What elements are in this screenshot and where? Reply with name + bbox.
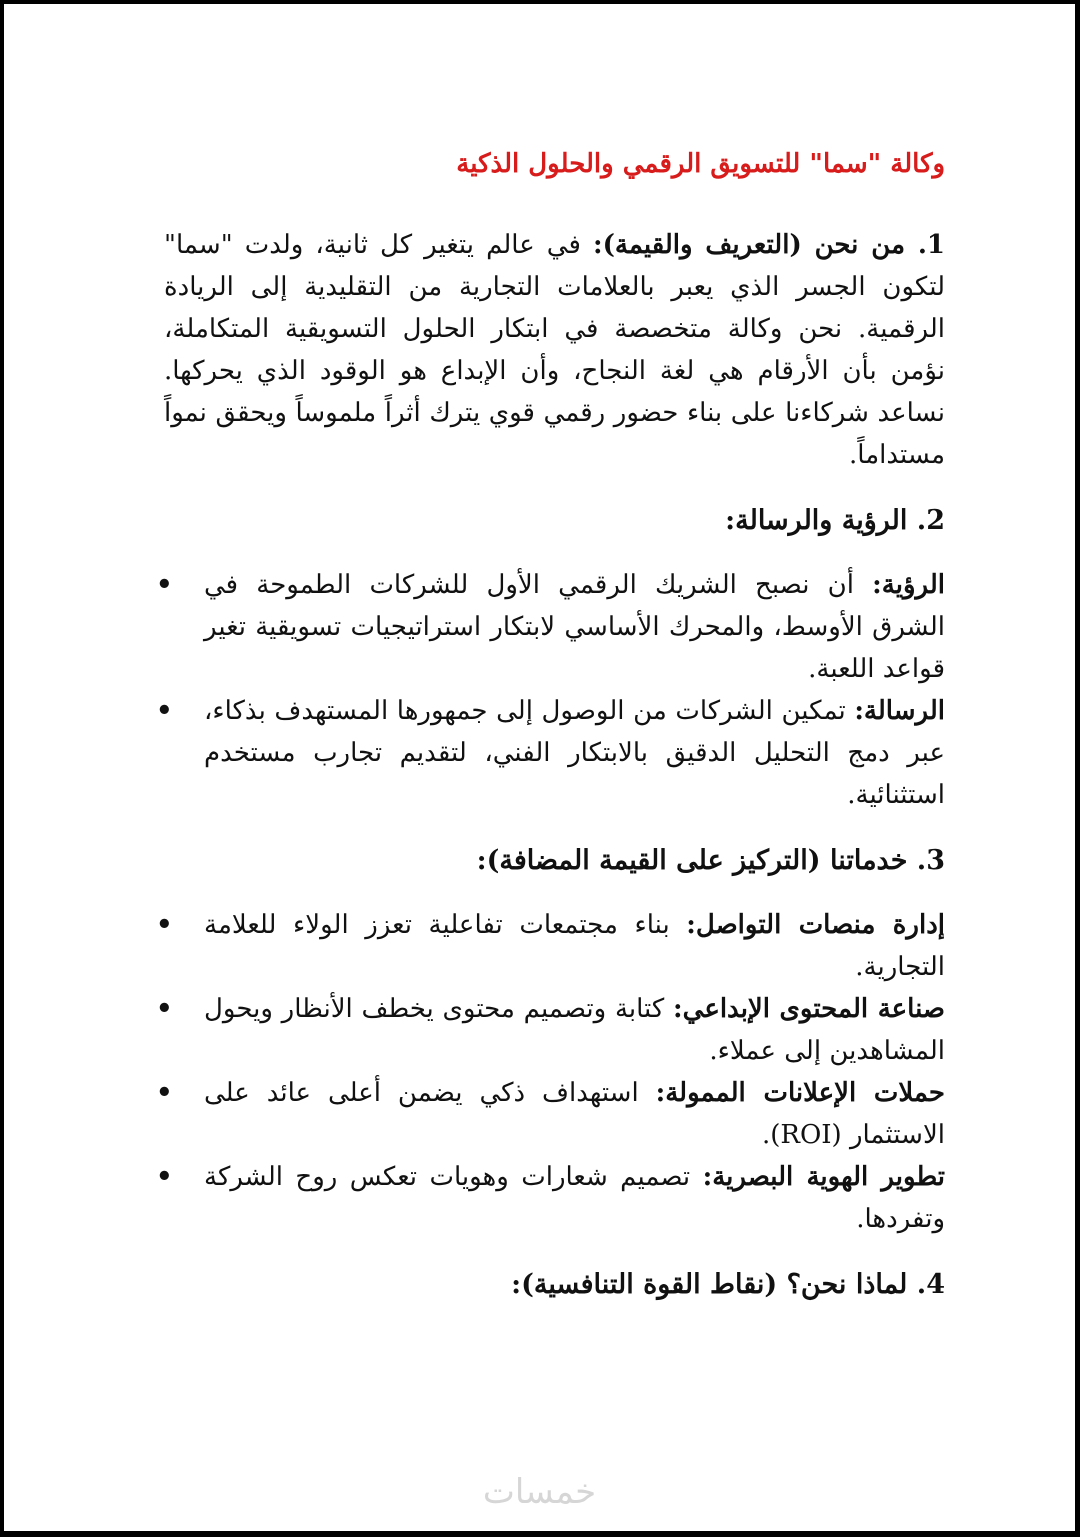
item-text: تمكين الشركات من الوصول إلى جمهورها المستهدف بذكاء، عبر دمج التحليل الدقيق بالابتكار الفني، لتقديم تجارب مستخدم استثنائية.: [204, 696, 945, 810]
bullet-icon: •: [156, 570, 173, 600]
list-item-content: [156, 988, 945, 1072]
document-page: [4, 4, 1075, 1531]
khamsat-watermark: خمسات: [482, 1472, 597, 1512]
about-text: في عالم يتغير كل ثانية، ولدت "سما" لتكون الجسر الذي يعبر بالعلامات التجارية من التقليدية إلى الريادة الرقمية. نحن وكالة متخصصة في ابتكار الحلول التسويقية المتكاملة، نؤمن بأن الأرقام هي لغة النجاح، وأن الإبداع هو الوقود الذي يحركها. نساعد شركاءنا على بناء حضور رقمي قوي يترك أثراً ملموساً ويحقق نمواً مستداماً.: [164, 230, 945, 470]
section-why-us: [164, 1264, 945, 1306]
section-heading-services: 3. خدماتنا (التركيز على القيمة المضافة):: [476, 845, 945, 876]
document-content: [156, 144, 946, 1330]
bullet-icon: •: [156, 910, 173, 940]
about-paragraph: [164, 224, 945, 476]
document-title: وكالة "سما" للتسويق الرقمي والحلول الذكية: [456, 149, 945, 179]
item-text: أن نصبح الشريك الرقمي الأول للشركات الطموحة في الشرق الأوسط، والمحرك الأساسي لابتكار استراتيجيات تسويقية تغير قواعد اللعبة.: [204, 570, 945, 684]
section-about: [164, 224, 945, 476]
services-list: [156, 904, 946, 1240]
bullet-icon: •: [156, 994, 173, 1024]
list-item-identity: [156, 1156, 946, 1240]
list-item-ads: [156, 1072, 945, 1156]
item-label: تطوير الهوية البصرية:: [702, 1162, 946, 1192]
item-label: صناعة المحتوى الإبداعي:: [673, 994, 945, 1024]
list-item-mission: [156, 690, 945, 816]
bullet-icon: •: [156, 696, 173, 726]
list-item-vision: [156, 564, 945, 690]
section-heading-why-us: 4. لماذا نحن؟ (نقاط القوة التنافسية):: [511, 1269, 945, 1300]
item-label: الرسالة:: [854, 696, 945, 726]
bullet-icon: •: [156, 1078, 173, 1108]
section-heading-vision-mission: 2. الرؤية والرسالة:: [725, 505, 945, 536]
item-label: حملات الإعلانات الممولة:: [655, 1078, 945, 1108]
list-item-social-media: [156, 904, 945, 988]
item-text: تصميم شعارات وهويات تعكس روح الشركة وتفردها.: [204, 1162, 945, 1234]
bullet-icon: •: [156, 1162, 173, 1192]
section-heading-about: 1. من نحن (التعريف والقيمة):: [592, 230, 945, 260]
item-text: كتابة وتصميم محتوى يخطف الأنظار ويحول المشاهدين إلى عملاء.: [204, 994, 945, 1066]
item-label: إدارة منصات التواصل:: [686, 910, 945, 940]
item-text: استهداف ذكي يضمن أعلى عائد على الاستثمار (ROI).: [204, 1078, 945, 1150]
section-services: [156, 840, 946, 1240]
section-vision-mission: [156, 500, 945, 816]
vision-mission-list: [156, 564, 945, 816]
item-label: الرؤية:: [872, 570, 945, 600]
item-text: بناء مجتمعات تفاعلية تعزز الولاء للعلامة التجارية.: [204, 910, 945, 982]
